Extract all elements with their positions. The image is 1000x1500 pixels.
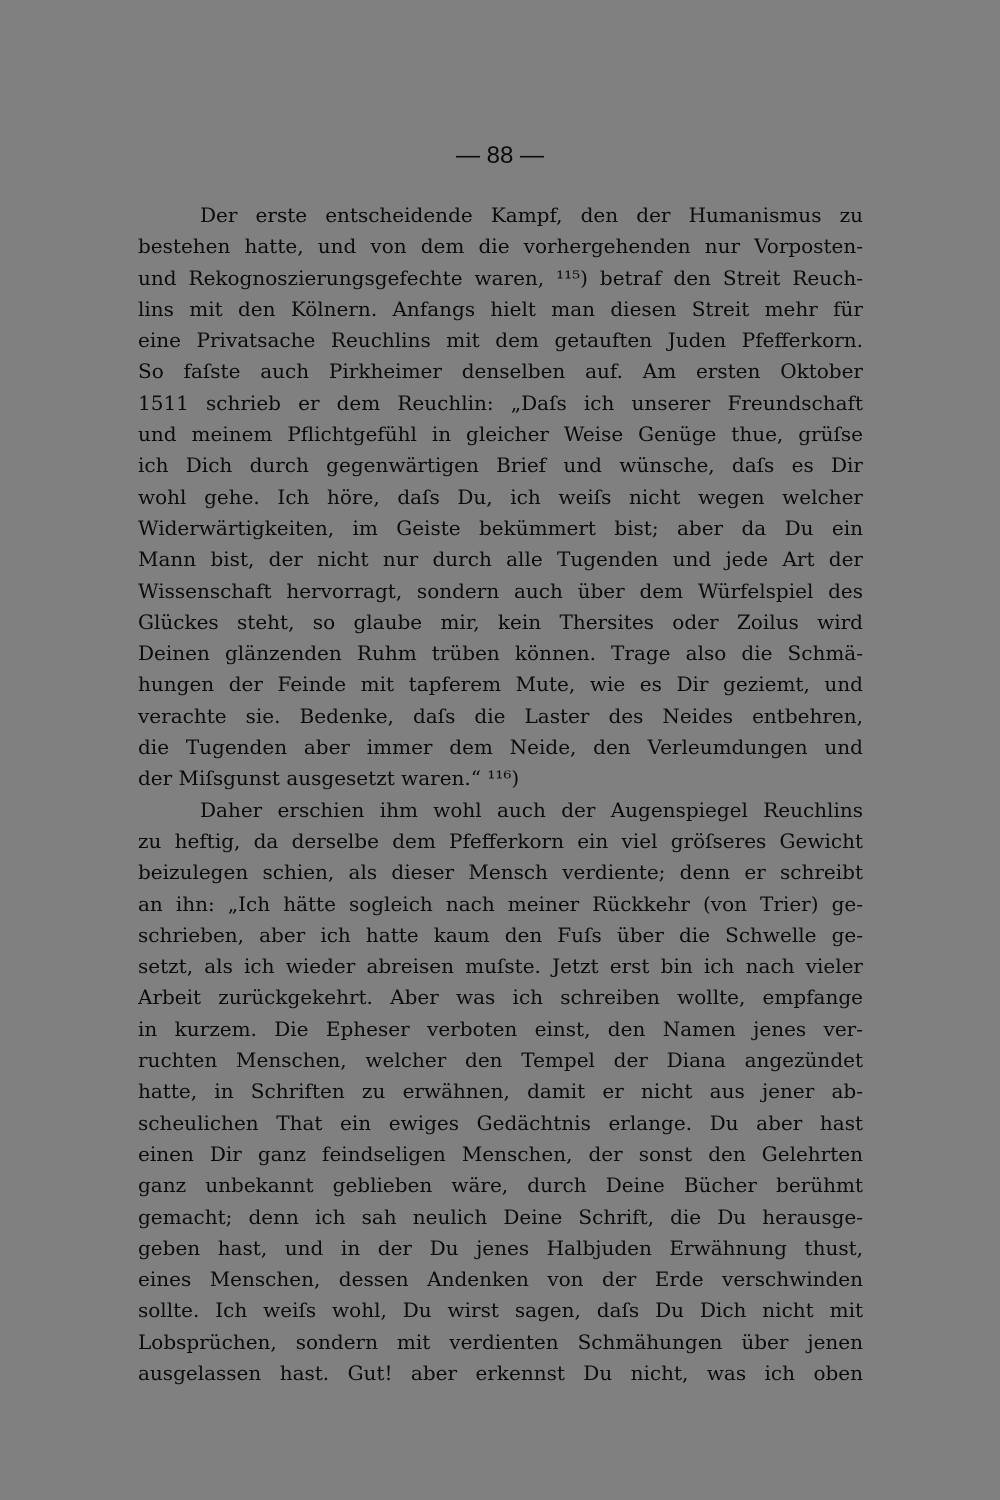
text-line: und Rekognoszierungsgefechte waren, ¹¹⁵) betraf den Streit Reuch- bbox=[138, 265, 863, 290]
text-line: gemacht; denn ich sah neulich Deine Schrift, die Du herausge- bbox=[138, 1204, 863, 1229]
page-number: — 88 — bbox=[455, 142, 545, 169]
text-line: Arbeit zurückgekehrt. Aber was ich schreiben wollte, empfange bbox=[138, 985, 863, 1010]
text-line: die Tugenden aber immer dem Neide, den Verleumdungen und bbox=[138, 735, 863, 760]
body-text bbox=[138, 200, 863, 1389]
text-line: schrieben, aber ich hatte kaum den Fuſs über die Schwelle ge- bbox=[138, 922, 863, 947]
text-line: zu heftig, da derselbe dem Pfefferkorn ein viel gröſseres Gewicht bbox=[138, 828, 863, 853]
text-line: Mann bist, der nicht nur durch alle Tugenden und jede Art der bbox=[138, 547, 863, 572]
text-line: Glückes steht, so glaube mir, kein Thersites oder Zoilus wird bbox=[138, 609, 863, 634]
text-line: sollte. Ich weiſs wohl, Du wirst sagen, daſs Du Dich nicht mit bbox=[138, 1298, 863, 1323]
text-line: verachte sie. Bedenke, daſs die Laster des Neides entbehren, bbox=[138, 703, 863, 728]
text-line: setzt, als ich wieder abreisen muſste. Jetzt erst bin ich nach vieler bbox=[138, 954, 863, 979]
text-line: ausgelassen hast. Gut! aber erkennst Du nicht, was ich oben bbox=[138, 1360, 863, 1385]
text-line: Der erste entscheidende Kampf, den der Humanismus zu bbox=[200, 203, 863, 227]
text-line: ich Dich durch gegenwärtigen Brief und wünsche, daſs es Dir bbox=[138, 453, 863, 478]
text-line: geben hast, und in der Du jenes Halbjuden Erwähnung thust, bbox=[138, 1235, 863, 1260]
text-line: wohl gehe. Ich höre, daſs Du, ich weiſs nicht wegen welcher bbox=[138, 484, 863, 509]
text-line: Lobsprüchen, sondern mit verdienten Schmähungen über jenen bbox=[138, 1329, 863, 1354]
text-line: Daher erschien ihm wohl auch der Augenspiegel Reuchlins bbox=[200, 797, 863, 822]
text-line: hatte, in Schriften zu erwähnen, damit er nicht aus jener ab- bbox=[138, 1079, 863, 1104]
text-line: beizulegen schien, als dieser Mensch verdiente; denn er schreibt bbox=[138, 860, 863, 885]
text-line: eines Menschen, dessen Andenken von der Erde verschwinden bbox=[138, 1267, 863, 1292]
text-line: 1511 schrieb er dem Reuchlin: „Daſs ich unserer Freundschaft bbox=[138, 390, 863, 415]
text-line: und meinem Pflichtgefühl in gleicher Weise Genüge thue, grüſse bbox=[138, 422, 863, 447]
text-line: ganz unbekannt geblieben wäre, durch Deine Bücher berühmt bbox=[138, 1173, 863, 1198]
text-line: So faſste auch Pirkheimer denselben auf. Am ersten Oktober bbox=[138, 359, 863, 384]
text-line: hungen der Feinde mit tapferem Mute, wie es Dir geziemt, und bbox=[138, 672, 863, 697]
text-line: Deinen glänzenden Ruhm trüben können. Trage also die Schmä- bbox=[138, 641, 863, 666]
text-line: der Miſsgunst ausgesetzt waren.“ ¹¹⁶) bbox=[138, 766, 520, 791]
text-line: ruchten Menschen, welcher den Tempel der Diana angezündet bbox=[138, 1048, 863, 1073]
text-line: Widerwärtigkeiten, im Geiste bekümmert bist; aber da Du ein bbox=[138, 515, 863, 540]
text-line: an ihn: „Ich hätte sogleich nach meiner Rückkehr (von Trier) ge- bbox=[138, 891, 863, 916]
text-line: Wissenschaft hervorragt, sondern auch über dem Würfelspiel des bbox=[138, 578, 863, 603]
text-line: scheulichen That ein ewiges Gedächtnis erlange. Du aber hast bbox=[138, 1110, 863, 1135]
text-line: bestehen hatte, und von dem die vorhergehenden nur Vorposten- bbox=[138, 234, 863, 259]
text-line: in kurzem. Die Epheser verboten einst, den Namen jenes ver- bbox=[138, 1016, 863, 1041]
text-line: lins mit den Kölnern. Anfangs hielt man diesen Streit mehr für bbox=[138, 296, 863, 321]
text-line: eine Privatsache Reuchlins mit dem getauften Juden Pfefferkorn. bbox=[138, 328, 863, 353]
text-line: einen Dir ganz feindseligen Menschen, der sonst den Gelehrten bbox=[138, 1141, 863, 1166]
